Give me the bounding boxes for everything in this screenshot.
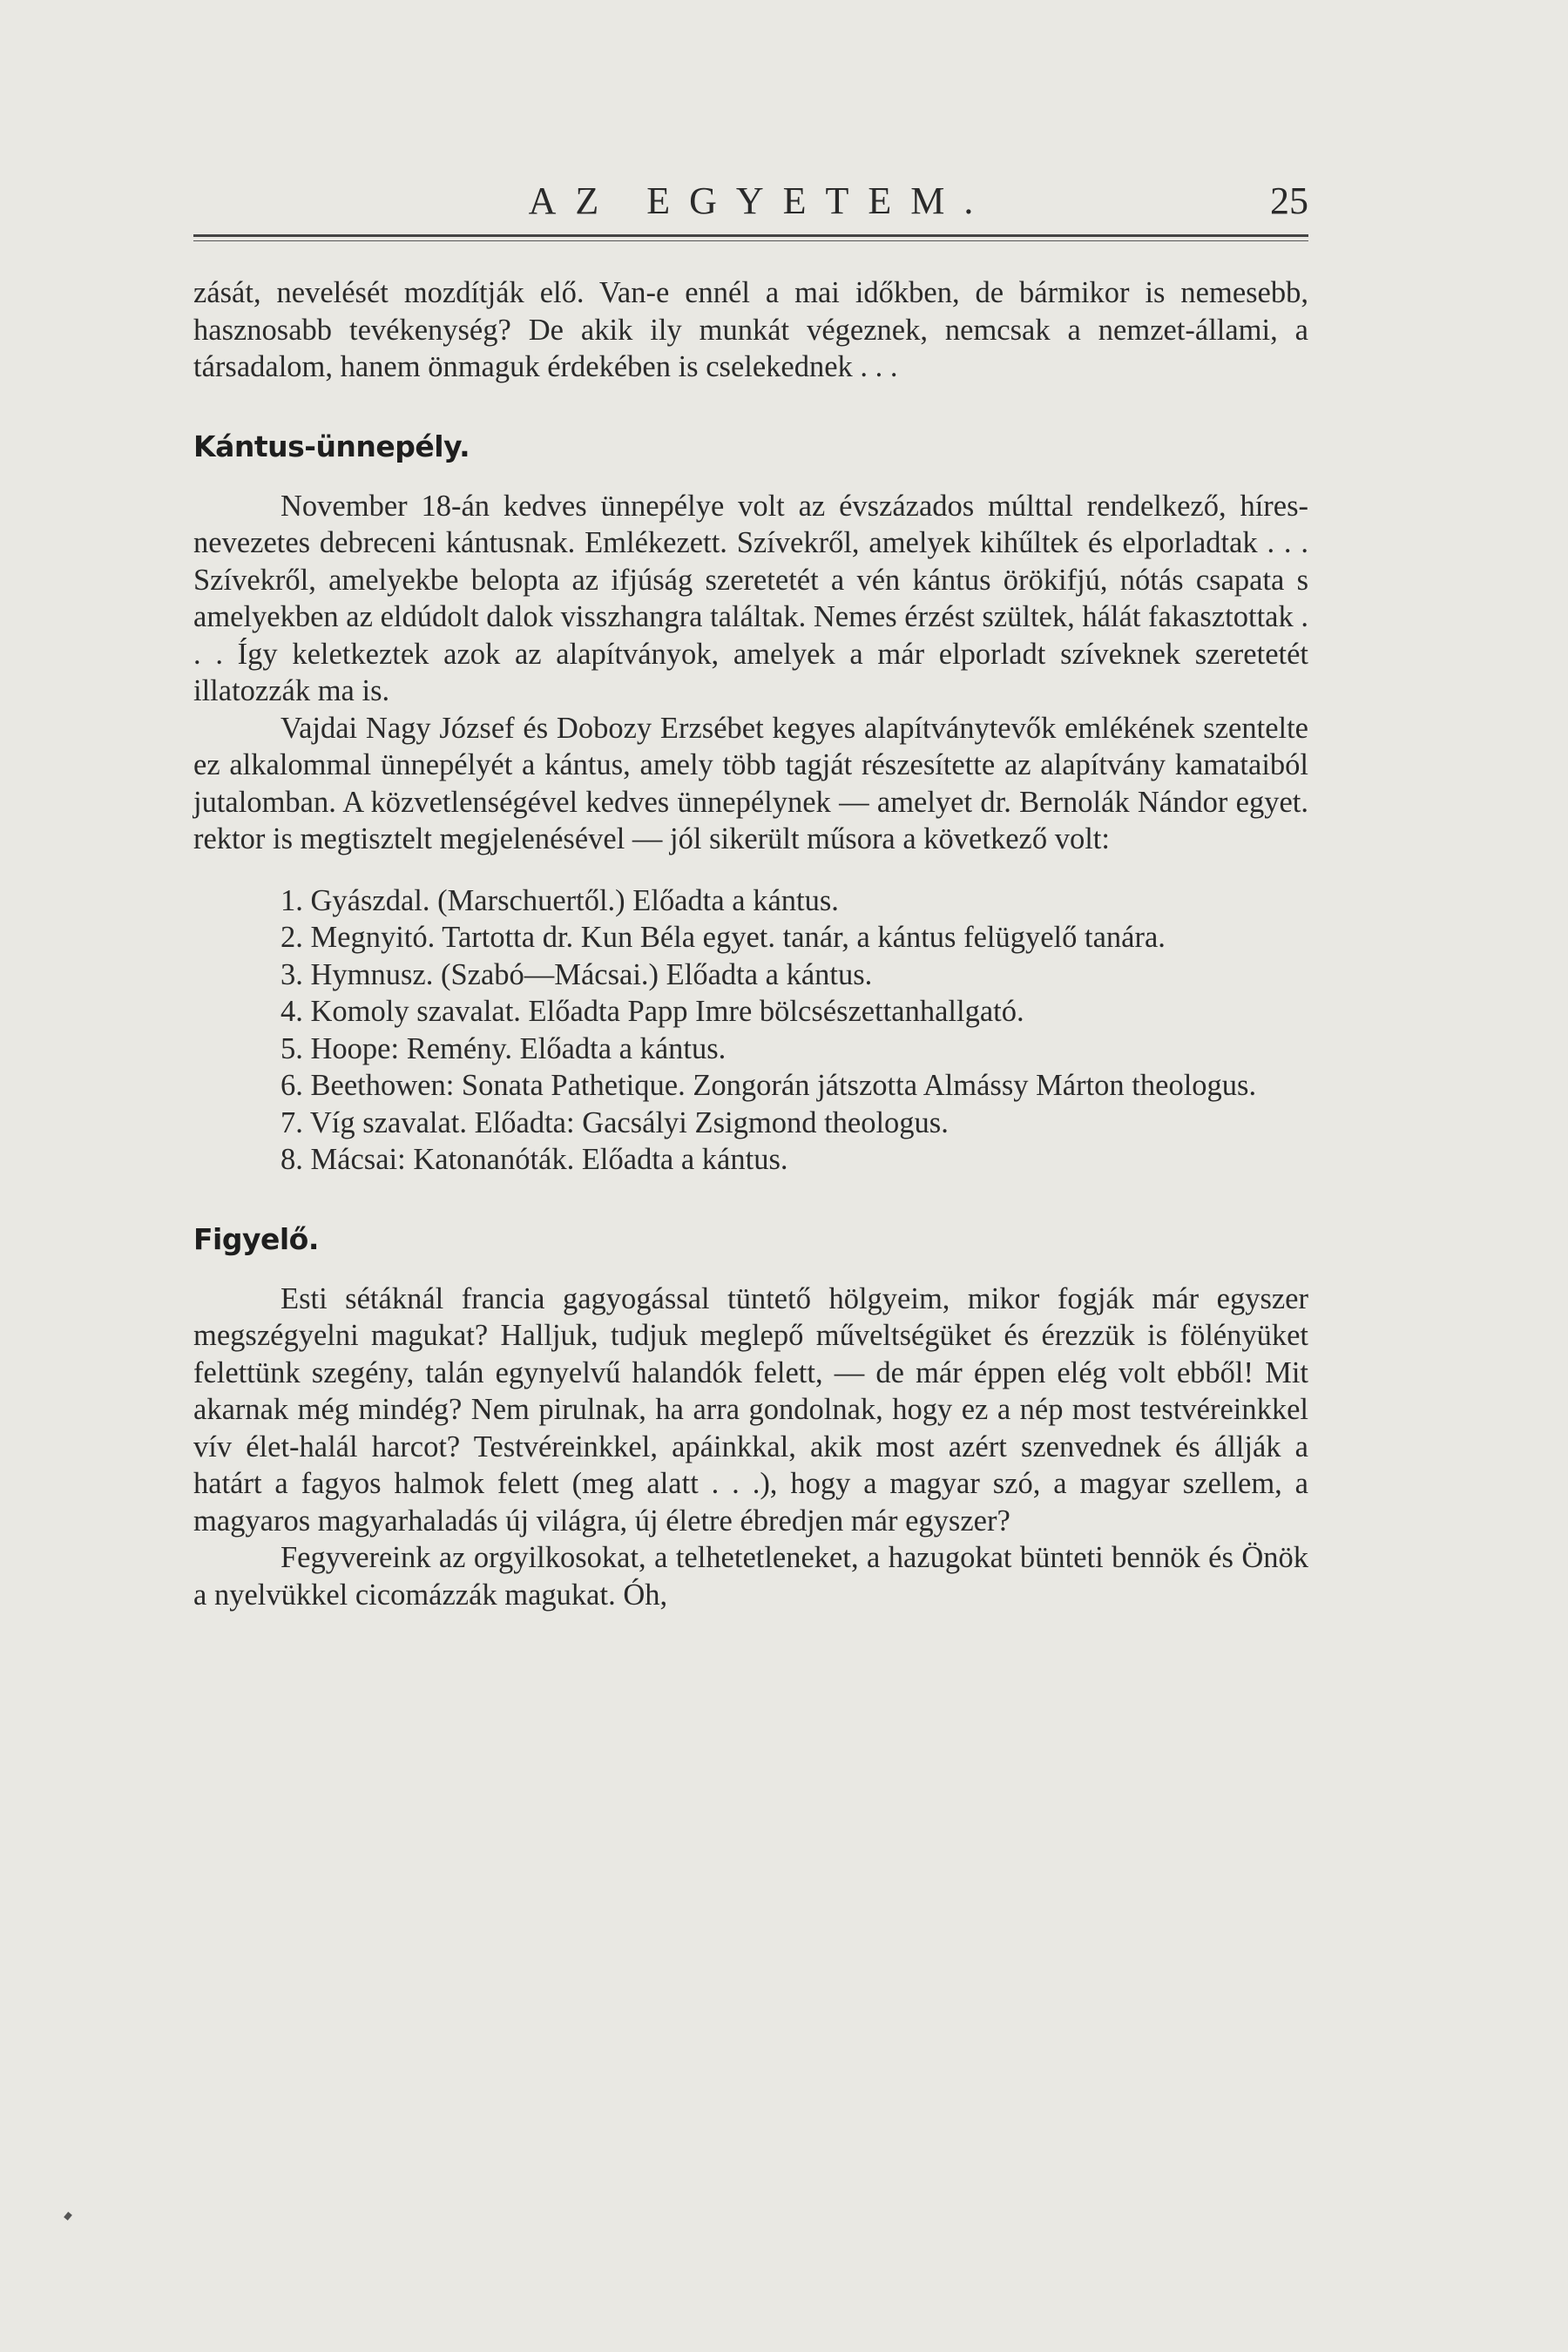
item-number: 2. <box>280 921 303 954</box>
list-item <box>193 1105 1308 1142</box>
program-list <box>193 882 1308 1179</box>
journal-title: AZ EGYETEM. <box>528 179 993 222</box>
item-text: Hoope: Remény. Előadta a kántus. <box>310 1031 727 1065</box>
list-item <box>193 1031 1308 1068</box>
item-number: 5. <box>280 1031 303 1065</box>
item-text: Gyászdal. (Marschuertől.) Előadta a kántus. <box>310 883 839 917</box>
paragraph-continuation: zását, nevelését mozdítják elő. Van-e ennél a mai időkben, de bármikor is nemesebb, hasznosabb tevékenység? De akik ily munkát végeznek, nemcsak a nemzet-állami, a társadalom, hanem önmaguk érdekében is cselekednek . . . <box>193 276 1308 383</box>
list-item <box>193 956 1308 994</box>
paragraph-figyelo-2: Fegyvereink az orgyilkosokat, a telhetetleneket, a hazugokat bünteti bennök és Önök a nyelvükkel cicomázzák magukat. Óh, <box>193 1541 1308 1612</box>
item-text: Víg szavalat. Előadta: Gacsályi Zsigmond theologus. <box>309 1105 949 1139</box>
list-item <box>193 1067 1308 1105</box>
header-rule-thick <box>193 234 1308 237</box>
item-text: Hymnusz. (Szabó—Mácsai.) Előadta a kántus. <box>310 957 873 991</box>
paragraph-kantus-intro: November 18-án kedves ünnepélye volt az évszázados múlttal rendelkező, híres-nevezetes debreceni kántusnak. Emlékezett. Szívekről, amelyek kihűltek és elporladtak . . . Szívekről, amelyekbe belopta az ifjúság szeretetét a vén kántus örökifjú, nótás csapata s amelyekben az eldúdolt dalok visszhangra találtak. Nemes érzést szültek, hálát fakasztottak . . . Így keletkeztek azok az alapítványok, amelyek a már elporladt szíveknek szeretetét illatozzák ma is. <box>193 489 1308 707</box>
section-heading-figyelo: Figyelő. <box>193 1221 319 1256</box>
item-number: 1. <box>280 883 303 917</box>
section-heading-kantus: Kántus-ünnepély. <box>193 429 470 463</box>
list-item <box>193 882 1308 920</box>
item-number: 7. <box>280 1105 303 1139</box>
header-rule-thin <box>193 240 1308 241</box>
item-text: Mácsai: Katonanóták. Előadta a kántus. <box>310 1143 788 1176</box>
list-item <box>193 1141 1308 1179</box>
item-text: Komoly szavalat. Előadta Papp Imre bölcsészettanhallgató. <box>310 995 1024 1028</box>
list-item <box>193 919 1308 956</box>
item-number: 6. <box>280 1069 303 1102</box>
paragraph-kantus-foundation: Vajdai Nagy József és Dobozy Erzsébet kegyes alapítványtevők emlékének szentelte ez alkalommal ünnepélyét a kántus, amely több tagját részesítette az alapítvány kamataiból jutalomban. A közvetlenségével kedves ünnepélynek — amelyet dr. Bernolák Nándor egyet. rektor is megtisztelt megjelenésével — jól sikerült műsora a következő volt: <box>193 711 1308 855</box>
item-number: 4. <box>280 995 303 1028</box>
paragraph-figyelo-1: Esti sétáknál francia gagyogással tüntető hölgyeim, mikor fogják már egyszer megszégyelni magukat? Halljuk, tudjuk meglepő műveltségüket és érezzük is fölényüket felettünk szegény, talán egynyelvű halandók felett, — de már éppen elég volt ebből! Mit akarnak még mindég? Nem pirulnak, ha arra gondolnak, hogy ez a nép most testvéreinkkel vív élet-halál harcot? Testvéreinkkel, apáinkkal, akik most azért szenvednek és állják a határt a fagyos halmok felett (meg alatt . . .), hogy a magyar szó, a magyar szellem, a magyaros magyarhaladás új világra, új életre ébredjen már egyszer? <box>193 1281 1308 1538</box>
paper-speck <box>64 2212 72 2220</box>
item-text: Megnyitó. Tartotta dr. Kun Béla egyet. tanár, a kántus felügyelő tanára. <box>310 921 1166 954</box>
running-header <box>193 179 1308 231</box>
document-page <box>193 179 1308 1613</box>
page-number: 25 <box>1270 179 1308 222</box>
item-number: 8. <box>280 1143 303 1176</box>
list-item <box>193 993 1308 1031</box>
item-text: Beethowen: Sonata Pathetique. Zongorán játszotta Almássy Márton theologus. <box>310 1069 1257 1102</box>
item-number: 3. <box>280 957 303 991</box>
